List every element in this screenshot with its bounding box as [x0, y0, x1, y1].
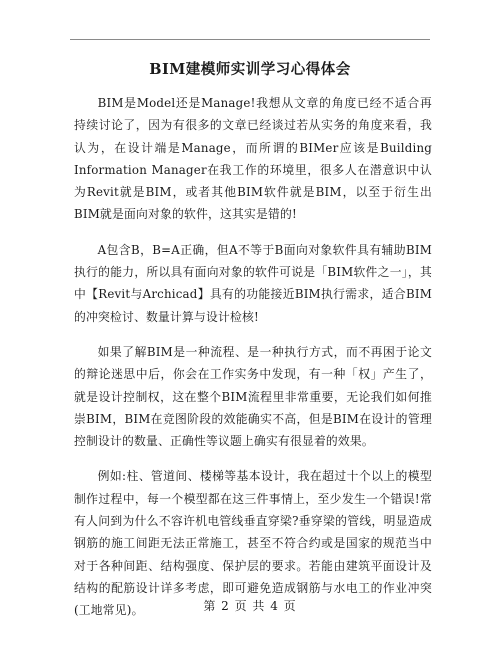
paragraph-4: 例如:柱、管道间、楼梯等基本设计，我在超过十个以上的模型制作过程中，每一个模型都在这三件事情上，至少发生一个错误!常有人问到为什么不容许机电管线垂直穿梁?垂穿梁的管线，明显造成钢筋的施工间距无法正常施工，甚至不符合约或是国家的规范当中对于各种间距、结构强度、保护层的要求。若能由建筑平面设计及结构的配筋设计详多考虑，即可避免造成钢筋与水电工的作业冲突(工地常见)。	[74, 469, 432, 618]
page-footer: 第 2 页 共 4 页	[203, 599, 297, 613]
header-divider	[70, 39, 430, 40]
document-body	[74, 92, 432, 635]
paragraph-3: 如果了解BIM是一种流程、是一种执行方式，而不再困于论文的辩论迷思中后，你会在工作实务中发现，有一种「权」产生了，就是设计控制权，这在整个BIM流程里非常重要，无论我们如何推崇BIM，BIM在竞图阶段的效能确实不高，但是BIM在设计的管理控制设计的数量、正确性等议题上确实有很显着的效果。	[74, 344, 432, 449]
paragraph-2: A包含B，B=A正确，但A不等于B面向对象软件具有辅助BIM执行的能力，所以具有面向对象的软件可说是「BIM软件之一」，其中【Revit与Archicad】具有的功能接近BIM执行需求，适合BIM的冲突检讨、数量计算与设计检核!	[74, 242, 432, 324]
paragraph-1: BIM是Model还是Manage!我想从文章的角度已经不适合再持续讨论了，因为有很多的文章已经谈过若从实务的角度来看，我认为，在设计端是Manage，而所谓的BIMer应该是Building Information Manager在我工作的环境里，很多人在潜意识中认为Revit就是BIM，或者其他BIM软件就是BIM，以至于衍生出BIM就是面向对象的软件，这其实是错的!	[74, 96, 432, 222]
document-title: BIM建模师实训学习心得体会	[149, 61, 351, 78]
